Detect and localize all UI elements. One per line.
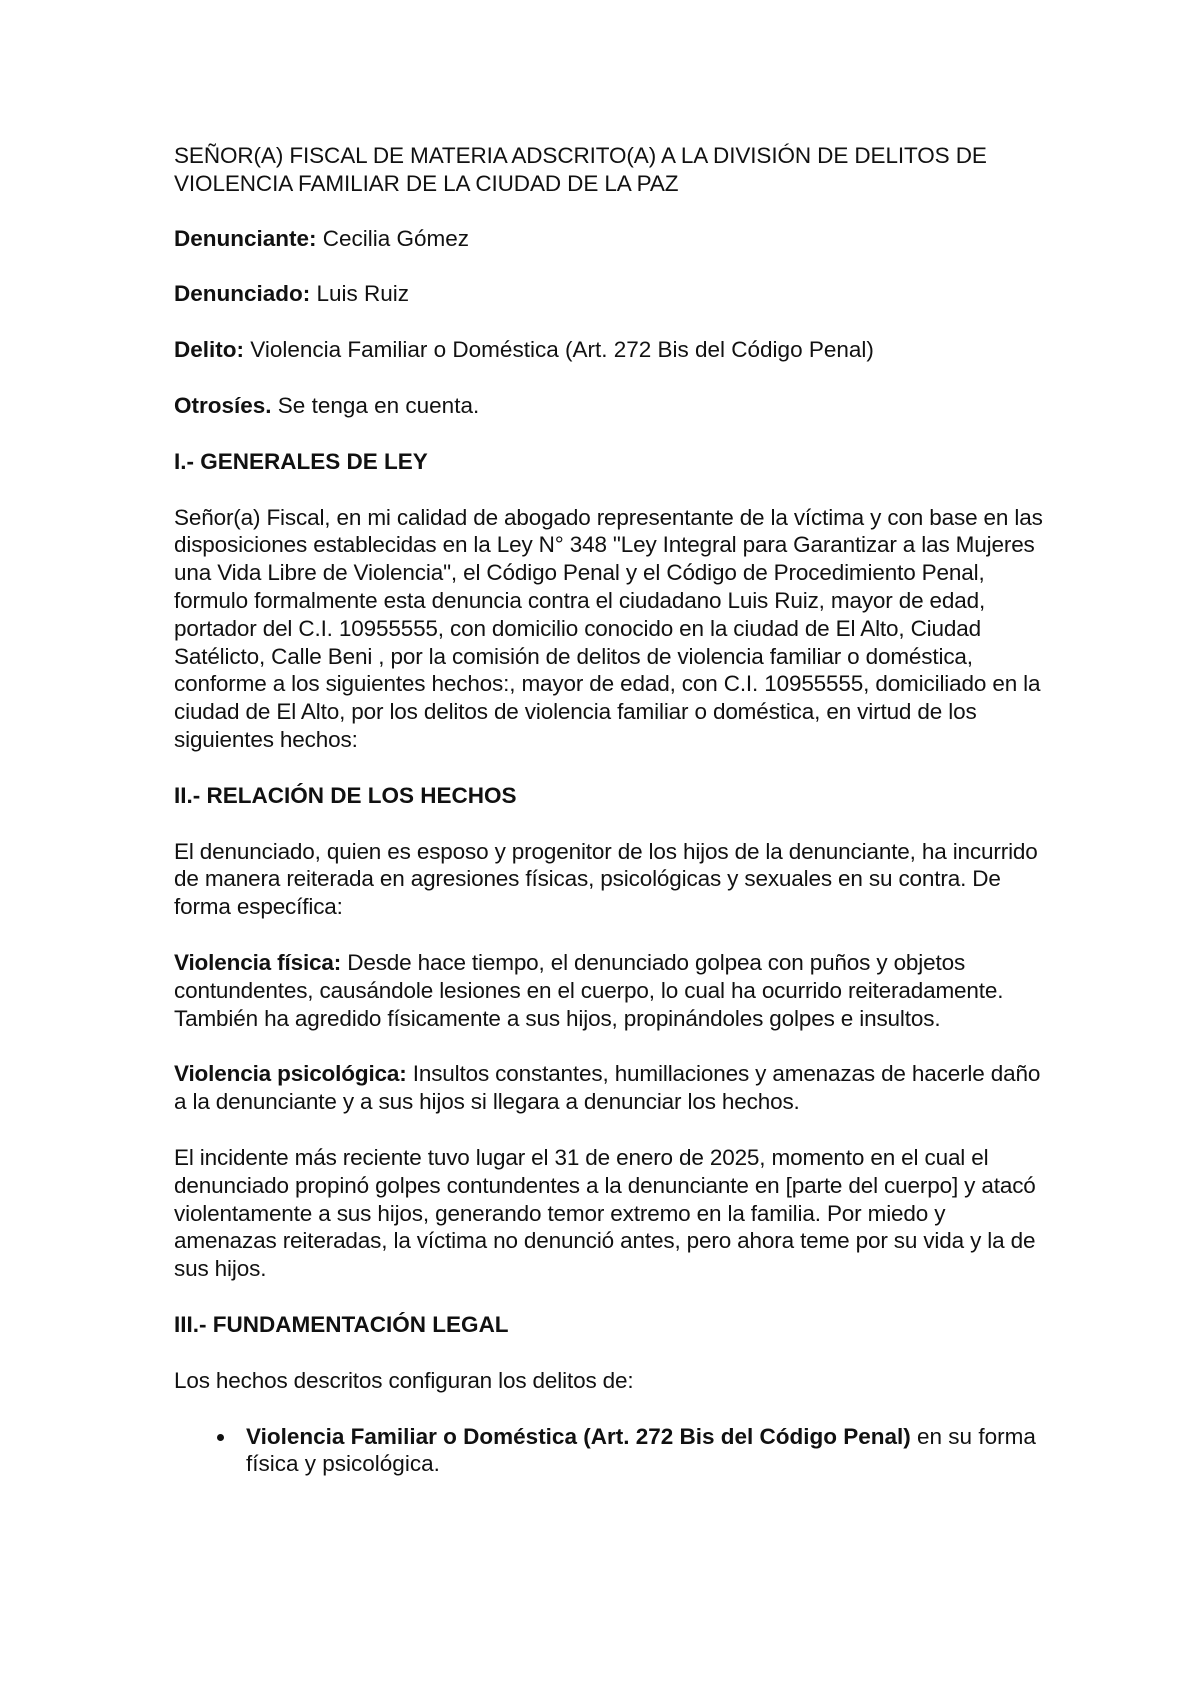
- offense-label: Delito:: [174, 337, 244, 363]
- accused-value: Luis Ruiz: [310, 281, 410, 307]
- section-heading-facts: II.- RELACIÓN DE LOS HECHOS: [174, 782, 517, 808]
- otrosies-label: Otrosíes.: [174, 392, 272, 418]
- accused-label: Denunciado:: [174, 281, 311, 307]
- physical-violence-text: Desde hace tiempo, el denunciado golpea con puños y objetos contundentes, causándole lesiones en el cuerpo, lo cual ha ocurrido reiteradamente. También ha agredido físicamente a sus hijos, propinándoles golpes e insultos.: [174, 949, 1004, 1031]
- complainant-value: Cecilia Gómez: [316, 225, 470, 251]
- offense-field: [174, 336, 1054, 364]
- complainant-label: Denunciante:: [174, 225, 317, 251]
- addressee: SEÑOR(A) FISCAL DE MATERIA ADSCRITO(A) A LA DIVISIÓN DE DELITOS DE VIOLENCIA FAMILIAR DE LA CIUDAD DE LA PAZ: [174, 143, 987, 196]
- complainant-field: [174, 225, 1054, 253]
- legal-offense-title: Violencia Familiar o Doméstica (Art. 272 Bis del Código Penal): [246, 1423, 911, 1449]
- psychological-violence-label: Violencia psicológica:: [174, 1061, 407, 1087]
- physical-violence-label: Violencia física:: [174, 949, 342, 975]
- otrosies-field: [174, 392, 1054, 420]
- general-paragraph: Señor(a) Fiscal, en mi calidad de abogado representante de la víctima y con base en las disposiciones establecidas en la Ley N° 348 "Ley Integral para Garantizar a las Mujeres una Vida Libre de Violencia", el Código Penal y el Código de Procedimiento Penal, formulo formalmente esta denuncia contra el ciudadano Luis Ruiz, mayor de edad, portador del C.I. 10955555, con domicilio conocido en la ciudad de El Alto, Ciudad Satélicto, Calle Beni , por la comisión de delitos de violencia familiar o doméstica, conforme a los siguientes hechos:, mayor de edad, con C.I. 10955555, domiciliado en la ciudad de El Alto, por los delitos de violencia familiar o doméstica, en virtud de los siguientes hechos:: [174, 504, 1043, 752]
- legal-offense-list: [174, 1423, 1054, 1479]
- accused-field: [174, 280, 1054, 308]
- section-heading-general: I.- GENERALES DE LEY: [174, 448, 428, 474]
- psychological-violence-paragraph: [174, 1060, 1054, 1116]
- legal-intro-paragraph: Los hechos descritos configuran los delitos de:: [174, 1367, 634, 1393]
- recent-incident-paragraph: El incidente más reciente tuvo lugar el 31 de enero de 2025, momento en el cual el denunciado propinó golpes contundentes a la denunciante en [parte del cuerpo] y atacó violentamente a sus hijos, generando temor extremo en la familia. Por miedo y amenazas reiteradas, la víctima no denunció antes, pero ahora teme por su vida y la de sus hijos.: [174, 1144, 1036, 1282]
- section-heading-legal: III.- FUNDAMENTACIÓN LEGAL: [174, 1311, 509, 1337]
- offense-value: Violencia Familiar o Doméstica (Art. 272 Bis del Código Penal): [244, 337, 874, 363]
- physical-violence-paragraph: [174, 949, 1054, 1032]
- document-body: [174, 142, 1054, 1478]
- legal-offense-text: en su forma física y psicológica.: [246, 1423, 1036, 1477]
- otrosies-value: Se tenga en cuenta.: [271, 392, 480, 418]
- facts-intro-paragraph: El denunciado, quien es esposo y progenitor de los hijos de la denunciante, ha incurrido de manera reiterada en agresiones físicas, psicológicas y sexuales en su contra. De forma específica:: [174, 838, 1038, 920]
- list-item: [174, 1423, 1054, 1479]
- bullet-icon: [217, 1434, 224, 1441]
- psychological-violence-text: Insultos constantes, humillaciones y amenazas de hacerle daño a la denunciante y a sus hijos si llegara a denunciar los hechos.: [174, 1061, 1041, 1115]
